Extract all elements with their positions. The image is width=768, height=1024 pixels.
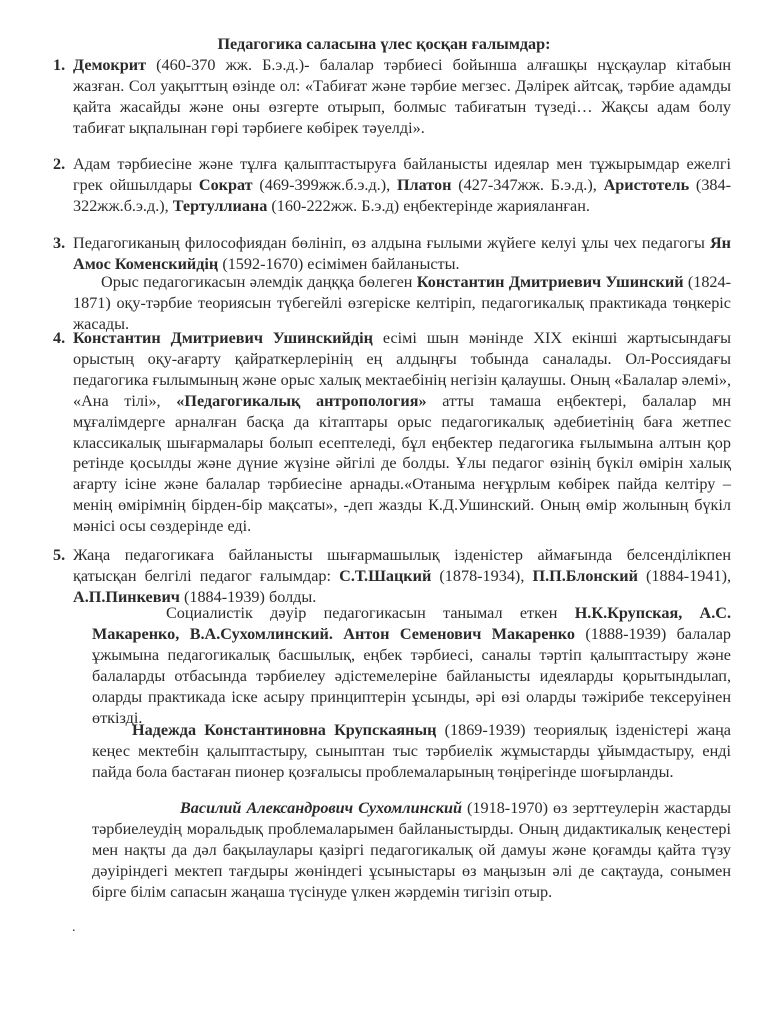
emphasized-name: Надежда Константиновна Крупскаяның [132,721,437,739]
emphasized-name: С.Т.Шацкий [339,566,432,585]
text-run: (1592-1670) есімімен байланысты. [218,254,460,273]
emphasized-name: Константин Дмитриевич Ушинскийдің [73,329,373,347]
paragraph-ushinsky-intro [73,272,731,335]
emphasized-name: П.П.Блонский [532,566,638,585]
list-item-ushinsky [53,328,731,537]
text-run: (1869-1939) теориялық ізденістері жаңа кеңес мектебін қалыптастыру, сыныптан тыс тәрбиелік жұмыстарды ұйымдастыру, енді пайда бола бастаған пионер қозғалысы проблемаларының төңірегінде шоғырланды. [92,721,731,781]
paragraph-sukhomlinsky [92,798,731,903]
list-item-text [73,329,731,535]
list-item-comenius [53,233,731,275]
paragraph-text [92,721,731,781]
paragraph-text [73,273,731,333]
text-run: есімі шын мәнінде XIX екінші жартысындағы орыстың оқу-ағарту қайраткерлерінің ең алдыңғы тобында саналады. Ол-Россиядағы педагогика ғылымының және орыс халық мектаебінің негізін қалаушы. Оның «Балалар әлемі», «Ана тілі», [73,329,731,410]
list-number: 1. [53,56,66,74]
list-item-greek-thinkers [53,154,731,217]
list-item-democritus [53,55,731,139]
text-run: (460-370 жж. Б.э.д.)- балалар тәрбиесі бойынша алғашқы нұсқаулар кітабын жазған. Сол уақыттың өзінде ол: «Табиғат және тәрбие мегзес. Дәлірек айтсақ, тәрбие адамды қайта жасайды және оны өзгерте отырып, болмыс табиғатын түзеді… Жақсы адам болу табиғат ықпалынан гөрі тәрбиеге көбірек тәуелді». [73,56,731,137]
paragraph-krupskaya [92,720,731,783]
emphasized-name: Платон [396,175,452,194]
text-run: Педагогиканың философиядан бөлініп, өз алдына ғылыми жүйеге келуі ұлы чех педагогы [73,234,710,252]
text-run: Адам тәрбиесіне және тұлға қалыптастыруға байланысты идеялар мен тұжырымдар ежелгі грек ойшылдары [73,155,731,194]
paragraph-text [92,604,731,727]
text-run: атты тамаша еңбектері, балалар мн мұғалімдерге арналған басқа да кітаптары орыс педагогикалық әдебиетінің баға жетпес классикалық шығармалары болып есептеледі, бұл еңбектер педагогика ғылымына алтын қор ретінде қосылды және дүние жүзіне әйгілі де болды. Ұлы педагог өзінің бүкіл өмірін халық ағарту ісіне және балалар тәрбиесіне арнады.«Отаныма неғұрлым көбірек пайда келтіру –менің өмірімнің бірден-бір мақсаты», -деп жазды К.Д.Ушинский. Оның өмір жолының бүкіл мәнісі осы сөздерінде еді. [73,391,731,536]
list-number: 2. [53,155,66,173]
list-item-new-pedagogy [53,545,732,608]
list-item-text [73,234,731,273]
text-run: (1884-1941), [637,566,732,585]
text-run: (1884-1939) болды. [179,587,317,606]
paragraph-makarenko [92,603,731,728]
trailing-dot: . [72,920,76,935]
text-run: (1824-1871) оқу-тәрбие теориясын түбегейлі өзгеріске келтіріп, педагогикалық практикада төңкеріс жасады. [73,273,732,333]
emphasized-name: Сократ [198,175,253,194]
list-item-text [73,546,731,606]
emphasized-name: «Педагогикалық антропология» [176,391,427,410]
text-run: (469-399жж.б.э.д.), [252,175,397,194]
emphasized-name: Аристотель [603,175,690,194]
list-item-text [73,155,731,215]
text-run: (160-222жж. Б.э.д) еңбектерінде жарияланған. [267,196,590,215]
text-run: (1918-1970) өз зерттеулерін жастарды тәрбиелеудің моральдық проблемаларымен байланыстырды. Оның дидактикалық кеңестері мен нақты да дәл бақылаулары қазіргі педагогикалық ой дамуы және қоғамды қайта түзу дәуіріндегі мектеп тағдыры жөніндегі ұсыныстары өз маңызын әлі де сақтауда, сонымен бірге білім сапасын жаңаша түсінуде үлкен жәрдемін тигізіп отыр. [92,799,731,901]
list-number: 3. [53,234,66,252]
paragraph-text [92,799,731,901]
emphasized-name: А.П.Пинкевич [73,587,180,606]
text-run: (1888-1939) балалар ұжымына педагогикалық басшылық, еңбек тәрбиесі, саналы тәртіп қалыптастыру және балаларды отбасында тәрбиелеу әдістемелеріне байланысты идеяларды қорытындылап, оларды практикада іске асыру принциптерін ұсынды, әрі өзі оларды тәжірибе тексеруінен өткізді. [92,624,731,727]
emphasized-name: Демокрит [73,56,147,74]
emphasized-name: Ян Амос Коменскийдің [73,234,731,273]
text-run: (384-322жж.б.э.д.), [73,175,731,215]
text-run: (1878-1934), [431,566,533,585]
list-number: 4. [53,329,66,347]
emphasized-name: Василий Александрович Сухомлинский [180,799,462,817]
text-run: (427-347жж. Б.э.д.), [451,175,604,194]
list-item-text [73,56,731,137]
text-run: Орыс педагогикасын әлемдік даңққа бөлеген [101,273,417,291]
emphasized-name: Н.К.Крупская, А.С. Макаренко, В.А.Сухомлинский. Антон Семенович Макаренко [92,604,732,643]
emphasized-name: Тертуллиана [172,196,268,215]
text-run: Жаңа педагогикаға байланысты шығармашылық ізденістер аймағында белсенділікпен қатысқан белгілі педагог ғалымдар: [73,546,731,585]
text-run: Социалистік дәуір педагогикасын танымал еткен [166,604,575,622]
document-title: Педагогика саласына үлес қосқан ғалымдар: [217,35,551,53]
list-number: 5. [53,546,66,564]
emphasized-name: Константин Дмитриевич Ушинский [416,273,684,291]
